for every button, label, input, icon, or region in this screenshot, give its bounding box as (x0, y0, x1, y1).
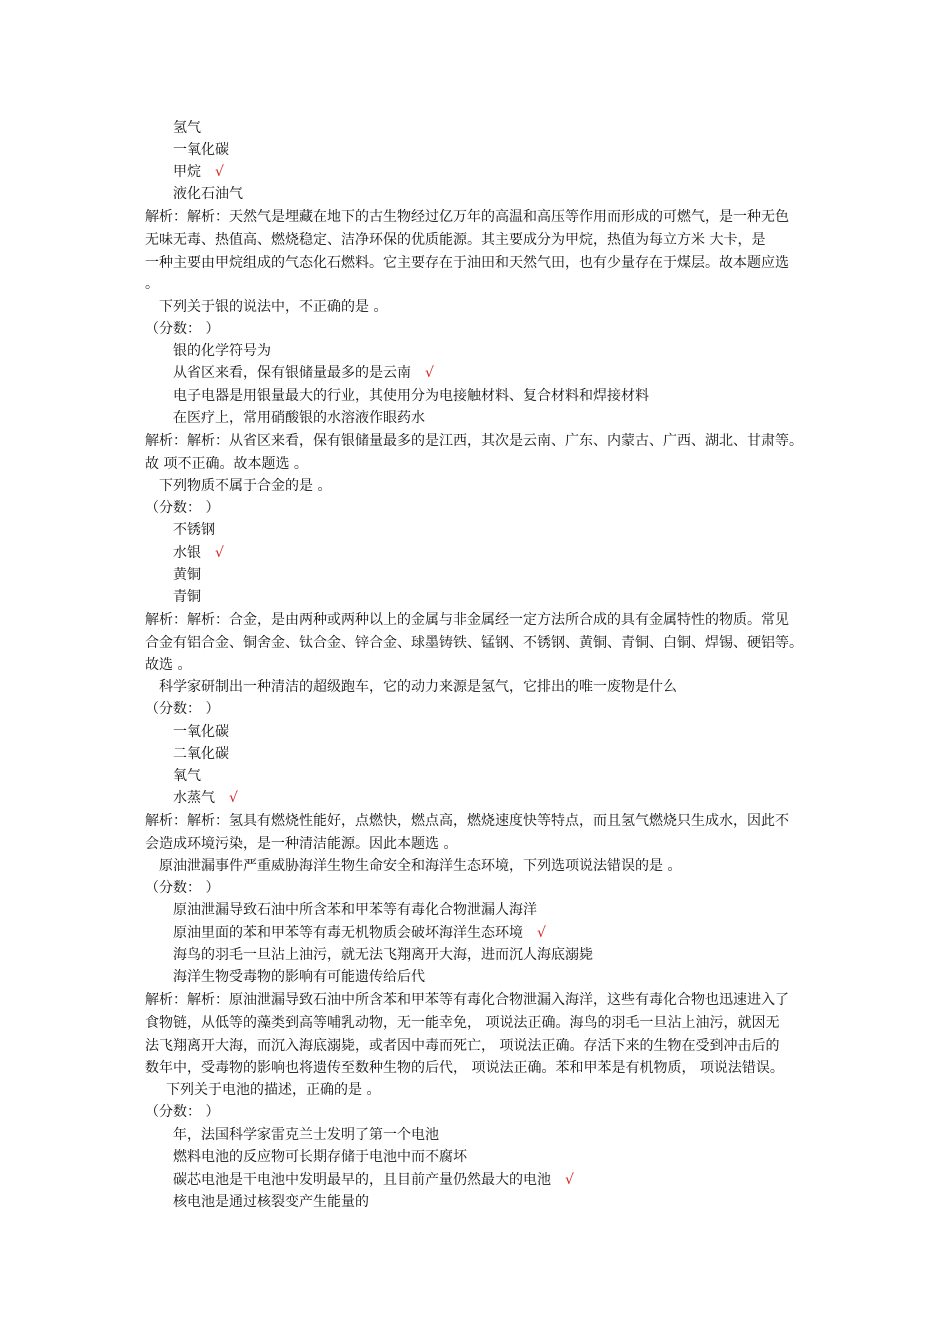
option (173, 1193, 369, 1211)
analysis-line: 解析：解析：原油泄漏导致石油中所含苯和甲苯等有毒化合物泄漏入海洋，这些有毒化合物也迅速进入了 (145, 992, 789, 1008)
score-label: （分数： ） (145, 1104, 220, 1120)
analysis-line: 数年中，受毒物的影响也将遗传至数种生物的后代， 项说法正确。苯和甲苯是有机物质， 项说法错误。 (145, 1060, 784, 1076)
option-text: 水蒸气 (173, 790, 215, 806)
analysis-line: 解析：解析：从省区来看，保有银储量最多的是江西，其次是云南、广东、内蒙古、广西、湖北、甘肃等。 (145, 433, 803, 449)
option (173, 521, 215, 539)
option-text: 液化石油气 (173, 186, 243, 202)
option-text: 年，法国科学家雷克兰士发明了第一个电池 (173, 1127, 439, 1143)
question-stem: 下列物质不属于合金的是 。 (159, 478, 332, 494)
option-correct (173, 789, 238, 807)
analysis-line: 解析：解析：合金，是由两种或两种以上的金属与非金属经一定方法所合成的具有金属特性的物质。常见 (145, 612, 789, 628)
option-text: 水银 (173, 545, 201, 561)
option (173, 723, 229, 741)
option-text: 燃料电池的反应物可长期存储于电池中而不腐坏 (173, 1149, 467, 1165)
option (173, 119, 201, 137)
question-stem: 科学家研制出一种清洁的超级跑车，它的动力来源是氢气，它排出的唯一废物是什么 (159, 679, 677, 695)
analysis-line: 法飞翔离开大海，而沉入海底溺毙，或者因中毒而死亡， 项说法正确。存活下来的生物在受到冲击后的 (145, 1038, 780, 1054)
correct-check-icon: √ (537, 925, 546, 941)
option-correct (173, 163, 224, 181)
option-text: 黄铜 (173, 567, 201, 583)
analysis-line: 会造成环境污染，是一种清洁能源。因此本题选 。 (145, 836, 458, 852)
option (173, 141, 229, 159)
score-label: （分数： ） (145, 701, 220, 717)
analysis-line: 合金有铝合金、铜舍金、钛合金、锌合金、球墨铸铁、锰钢、不锈钢、黄铜、青铜、白铜、焊锡、硬铝等。 (145, 635, 803, 651)
analysis-line: 解析：解析：氢具有燃烧性能好，点燃快，燃点高，燃烧速度快等特点，而且氢气燃烧只生成水，因此不 (145, 813, 789, 829)
option (173, 901, 537, 919)
option-text: 二氧化碳 (173, 746, 229, 762)
option-text: 一氧化碳 (173, 724, 229, 740)
option-text: 电子电器是用银量最大的行业，其使用分为电接触材料、复合材料和焊接材料 (173, 388, 649, 404)
option-text: 不锈钢 (173, 522, 215, 538)
option-correct (173, 1171, 574, 1189)
correct-check-icon: √ (215, 545, 224, 561)
option (173, 1148, 467, 1166)
correct-check-icon: √ (425, 365, 434, 381)
score-label: （分数： ） (145, 500, 220, 516)
score-label: （分数： ） (145, 321, 220, 337)
correct-check-icon: √ (229, 790, 238, 806)
analysis-line: 食物链，从低等的藻类到高等哺乳动物，无一能幸免， 项说法正确。海鸟的羽毛一旦沾上油污，就因无 (145, 1015, 780, 1031)
option (173, 745, 229, 763)
correct-check-icon: √ (215, 164, 224, 180)
option-text: 在医疗上，常用硝酸银的水溶液作眼药水 (173, 410, 425, 426)
option-text: 碳芯电池是干电池中发明最早的，且目前产量仍然最大的电池 (173, 1172, 551, 1188)
option (173, 767, 201, 785)
analysis-line: 解析：解析：天然气是埋藏在地下的古生物经过亿万年的高温和高压等作用而形成的可燃气，是一种无色 (145, 209, 789, 225)
option-correct (173, 544, 224, 562)
option-text: 海鸟的羽毛一旦沾上油污，就无法飞翔离开大海，进而沉人海底溺毙 (173, 947, 593, 963)
analysis-line: 故 项不正确。故本题选 。 (145, 456, 308, 472)
option-text: 氢气 (173, 120, 201, 136)
option-text: 一氧化碳 (173, 142, 229, 158)
question-stem: 原油泄漏事件严重威胁海洋生物生命安全和海洋生态环境，下列选项说法错误的是 。 (159, 858, 682, 874)
option (173, 946, 593, 964)
analysis-line: 故选 。 (145, 657, 192, 673)
question-stem: 下列关于电池的描述，正确的是 。 (166, 1082, 381, 1098)
score-label: （分数： ） (145, 880, 220, 896)
option-text: 氧气 (173, 768, 201, 784)
analysis-line: 。 (145, 276, 159, 292)
analysis-line: 一种主要由甲烷组成的气态化石燃料。它主要存在于油田和天然气田，也有少量存在于煤层。故本题应选 (145, 255, 789, 271)
option-text: 青铜 (173, 589, 201, 605)
option-correct (173, 364, 434, 382)
question-stem: 下列关于银的说法中，不正确的是 。 (159, 299, 388, 315)
option-text: 原油里面的苯和甲苯等有毒无机物质会破坏海洋生态环境 (173, 925, 523, 941)
option (173, 185, 243, 203)
option (173, 387, 649, 405)
option-text: 原油泄漏导致石油中所含苯和甲苯等有毒化合物泄漏人海洋 (173, 902, 537, 918)
option-text: 银的化学符号为 (173, 343, 271, 359)
option (173, 409, 425, 427)
option (173, 588, 201, 606)
correct-check-icon: √ (565, 1172, 574, 1188)
option (173, 342, 271, 360)
option-correct (173, 924, 546, 942)
option-text: 海洋生物受毒物的影响有可能遗传给后代 (173, 969, 425, 985)
option-text: 甲烷 (173, 164, 201, 180)
option (173, 566, 201, 584)
option-text: 核电池是通过核裂变产生能量的 (173, 1194, 369, 1210)
option (173, 1126, 439, 1144)
option (173, 968, 425, 986)
option-text: 从省区来看，保有银储量最多的是云南 (173, 365, 411, 381)
analysis-line: 无味无毒、热值高、燃烧稳定、洁净环保的优质能源。其主要成分为甲烷，热值为每立方米 大卡，是 (145, 232, 766, 248)
